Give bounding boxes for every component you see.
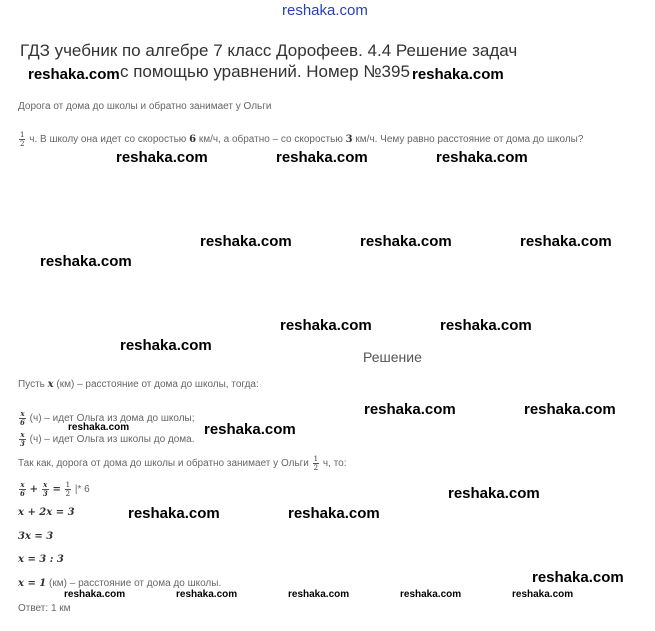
watermark: reshaka.com — [400, 589, 462, 600]
page-title-line-1: ГДЗ учебник по алгебре 7 класс Дорофеев. 4.4 Решение задач — [20, 41, 518, 60]
watermark: reshaka.com — [280, 317, 372, 334]
watermark: reshaka.com — [276, 149, 368, 166]
watermark: reshaka.com — [200, 233, 292, 250]
watermark: reshaka.com — [40, 253, 132, 270]
watermark: reshaka.com — [512, 589, 574, 600]
problem-line-1: Дорога от дома до школы и обратно занимает у Ольги — [18, 101, 272, 112]
watermark: reshaka.com — [412, 66, 504, 83]
equation-2: x + 2x = 3 — [18, 507, 75, 518]
problem-fraction: $\frac{1}{2}$ — [20, 131, 25, 148]
watermark: reshaka.com — [28, 66, 120, 83]
watermark: reshaka.com — [288, 505, 380, 522]
equation-3: 3x = 3 — [18, 531, 54, 542]
watermark: reshaka.com — [68, 422, 130, 433]
watermark: reshaka.com — [364, 401, 456, 418]
watermark: reshaka.com — [176, 589, 238, 600]
watermark: reshaka.com — [440, 317, 532, 334]
watermark: reshaka.com — [204, 421, 296, 438]
problem-line-2: $\frac{1}{2}$ ч. В школу она идет со скоростью 6 км/ч, а обратно – со скоростью 3 км/ч. Чему равно расстояние от дома до школы? — [20, 131, 584, 148]
answer-line: Ответ: 1 км — [18, 603, 71, 614]
watermark: reshaka.com — [64, 589, 126, 600]
solution-heading: Решение — [363, 349, 422, 365]
watermark: reshaka.com — [448, 485, 540, 502]
watermark: reshaka.com — [116, 149, 208, 166]
watermark: reshaka.com — [520, 233, 612, 250]
watermark: reshaka.com — [524, 401, 616, 418]
equation-4: x = 3 : 3 — [18, 554, 64, 565]
solution-time-1-line: $\frac{x}{6}$ (ч) – идет Ольга из дома до школы; — [20, 409, 195, 427]
equation-5: x = 1 (км) – расстояние от дома до школы. — [18, 578, 222, 589]
solution-time-2-line: $\frac{x}{3}$ (ч) – идет Ольга из школы до дома. — [20, 430, 195, 448]
watermark: reshaka.com — [120, 337, 212, 354]
watermark: reshaka.com — [288, 589, 350, 600]
solution-since-line: Так как, дорога от дома до школы и обратно занимает у Ольги $\frac{1}{2}$ ч, то: — [18, 455, 347, 472]
solution-let-line: Пусть x (км) – расстояние от дома до школы, тогда: — [18, 379, 259, 390]
watermark: reshaka.com — [532, 569, 624, 586]
watermark: reshaka.com — [436, 149, 528, 166]
page-title-line-2: с помощью уравнений. Номер №395 — [120, 62, 410, 81]
equation-1: $\frac{x}{6}$ + $\frac{x}{3}$ = $\frac{1}{2}$ |* 6 — [20, 480, 90, 498]
watermark: reshaka.com — [360, 233, 452, 250]
watermark: reshaka.com — [128, 505, 220, 522]
site-link[interactable]: reshaka.com — [282, 2, 368, 19]
